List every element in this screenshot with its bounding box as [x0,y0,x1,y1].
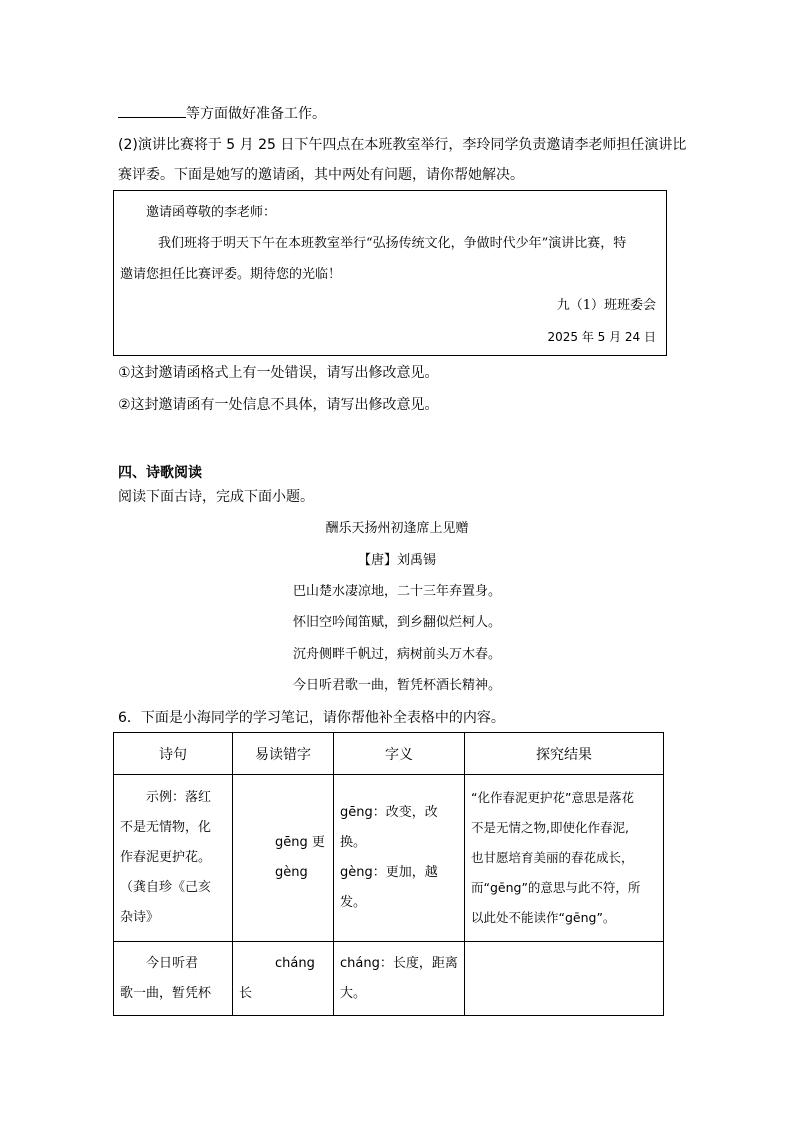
study-notes-table [113,732,664,1016]
row1-char: gēng 更 gèng [233,775,334,942]
row2-poem: 今日听君 歌一曲，暂凭杯 [114,942,233,1016]
fill-blank[interactable] [118,103,186,118]
question-2-text-line-1: (2)演讲比赛将于 5 月 25 日下午四点在本班教室举行，李玲同学负责邀请李老师担任演讲比 [118,137,687,153]
row1-meaning: gēng：改变，改换。 gèng：更加，越发。 [334,775,465,942]
poem-line-4: 今日听君歌一曲，暂凭杯酒长精神。 [292,678,501,693]
section-title: 四、诗歌阅读 [118,465,202,481]
table-row [114,775,664,942]
row1-result: “化作春泥更护花”意思是落花 不是无情之物,即使化作春泥, 也甘愿培育美丽的春花成长， 而“gēng”的意思与此不符，所 以此处不能读作“gēng”。 [465,775,664,942]
answer-line-suffix: 等方面做好准备工作。 [118,103,326,124]
poem-line-2: 怀旧空吟闻笛赋，到乡翻似烂柯人。 [292,615,501,630]
poem-line-3: 沉舟侧畔千帆过，病树前头万木春。 [292,647,501,662]
header-meaning: 字义 [334,733,465,775]
invitation-date: 2025 年 5 月 24 日 [547,330,656,344]
invitation-body-line-2: 邀请您担任比赛评委。期待您的光临！ [120,267,342,282]
section-instruction: 阅读下面古诗，完成下面小题。 [118,489,314,505]
header-char: 易读错字 [233,733,334,775]
poem-line-1: 巴山楚水凄凉地，二十三年弃置身。 [292,584,501,599]
invitation-signature: 九（1）班班委会 [556,298,656,313]
row2-char: cháng 长 [233,942,334,1016]
poem-author: 【唐】刘禹锡 [357,553,436,568]
row2-result-blank[interactable] [465,942,664,1016]
question-2-text-line-2: 赛评委。下面是她写的邀请函，其中两处有问题，请你帮她解决。 [118,167,524,183]
question-6-text: 6．下面是小海同学的学习笔记，请你帮他补全表格中的内容。 [118,710,505,726]
question-2-sub-2: ②这封邀请函有一处信息不具体，请写出修改意见。 [118,397,439,413]
table-header-row [114,733,664,775]
poem-title: 酬乐天扬州初逢席上见赠 [325,521,469,536]
question-2-sub-1: ①这封邀请函格式上有一处错误，请写出修改意见。 [118,365,439,381]
invitation-box [113,190,667,356]
header-poem: 诗句 [114,733,233,775]
invitation-body-line-1: 我们班将于明天下午在本班教室举行“弘扬传统文化，争做时代少年”演讲比赛，特 [158,236,627,251]
table-row [114,942,664,1016]
row1-poem: 示例：落红 不是无情物，化 作春泥更护花。 （龚自珍《己亥 杂诗》 [114,775,233,942]
row2-meaning: cháng：长度，距离 大。 [334,942,465,1016]
header-result: 探究结果 [465,733,664,775]
invitation-greeting: 邀请函尊敬的李老师： [146,205,277,220]
